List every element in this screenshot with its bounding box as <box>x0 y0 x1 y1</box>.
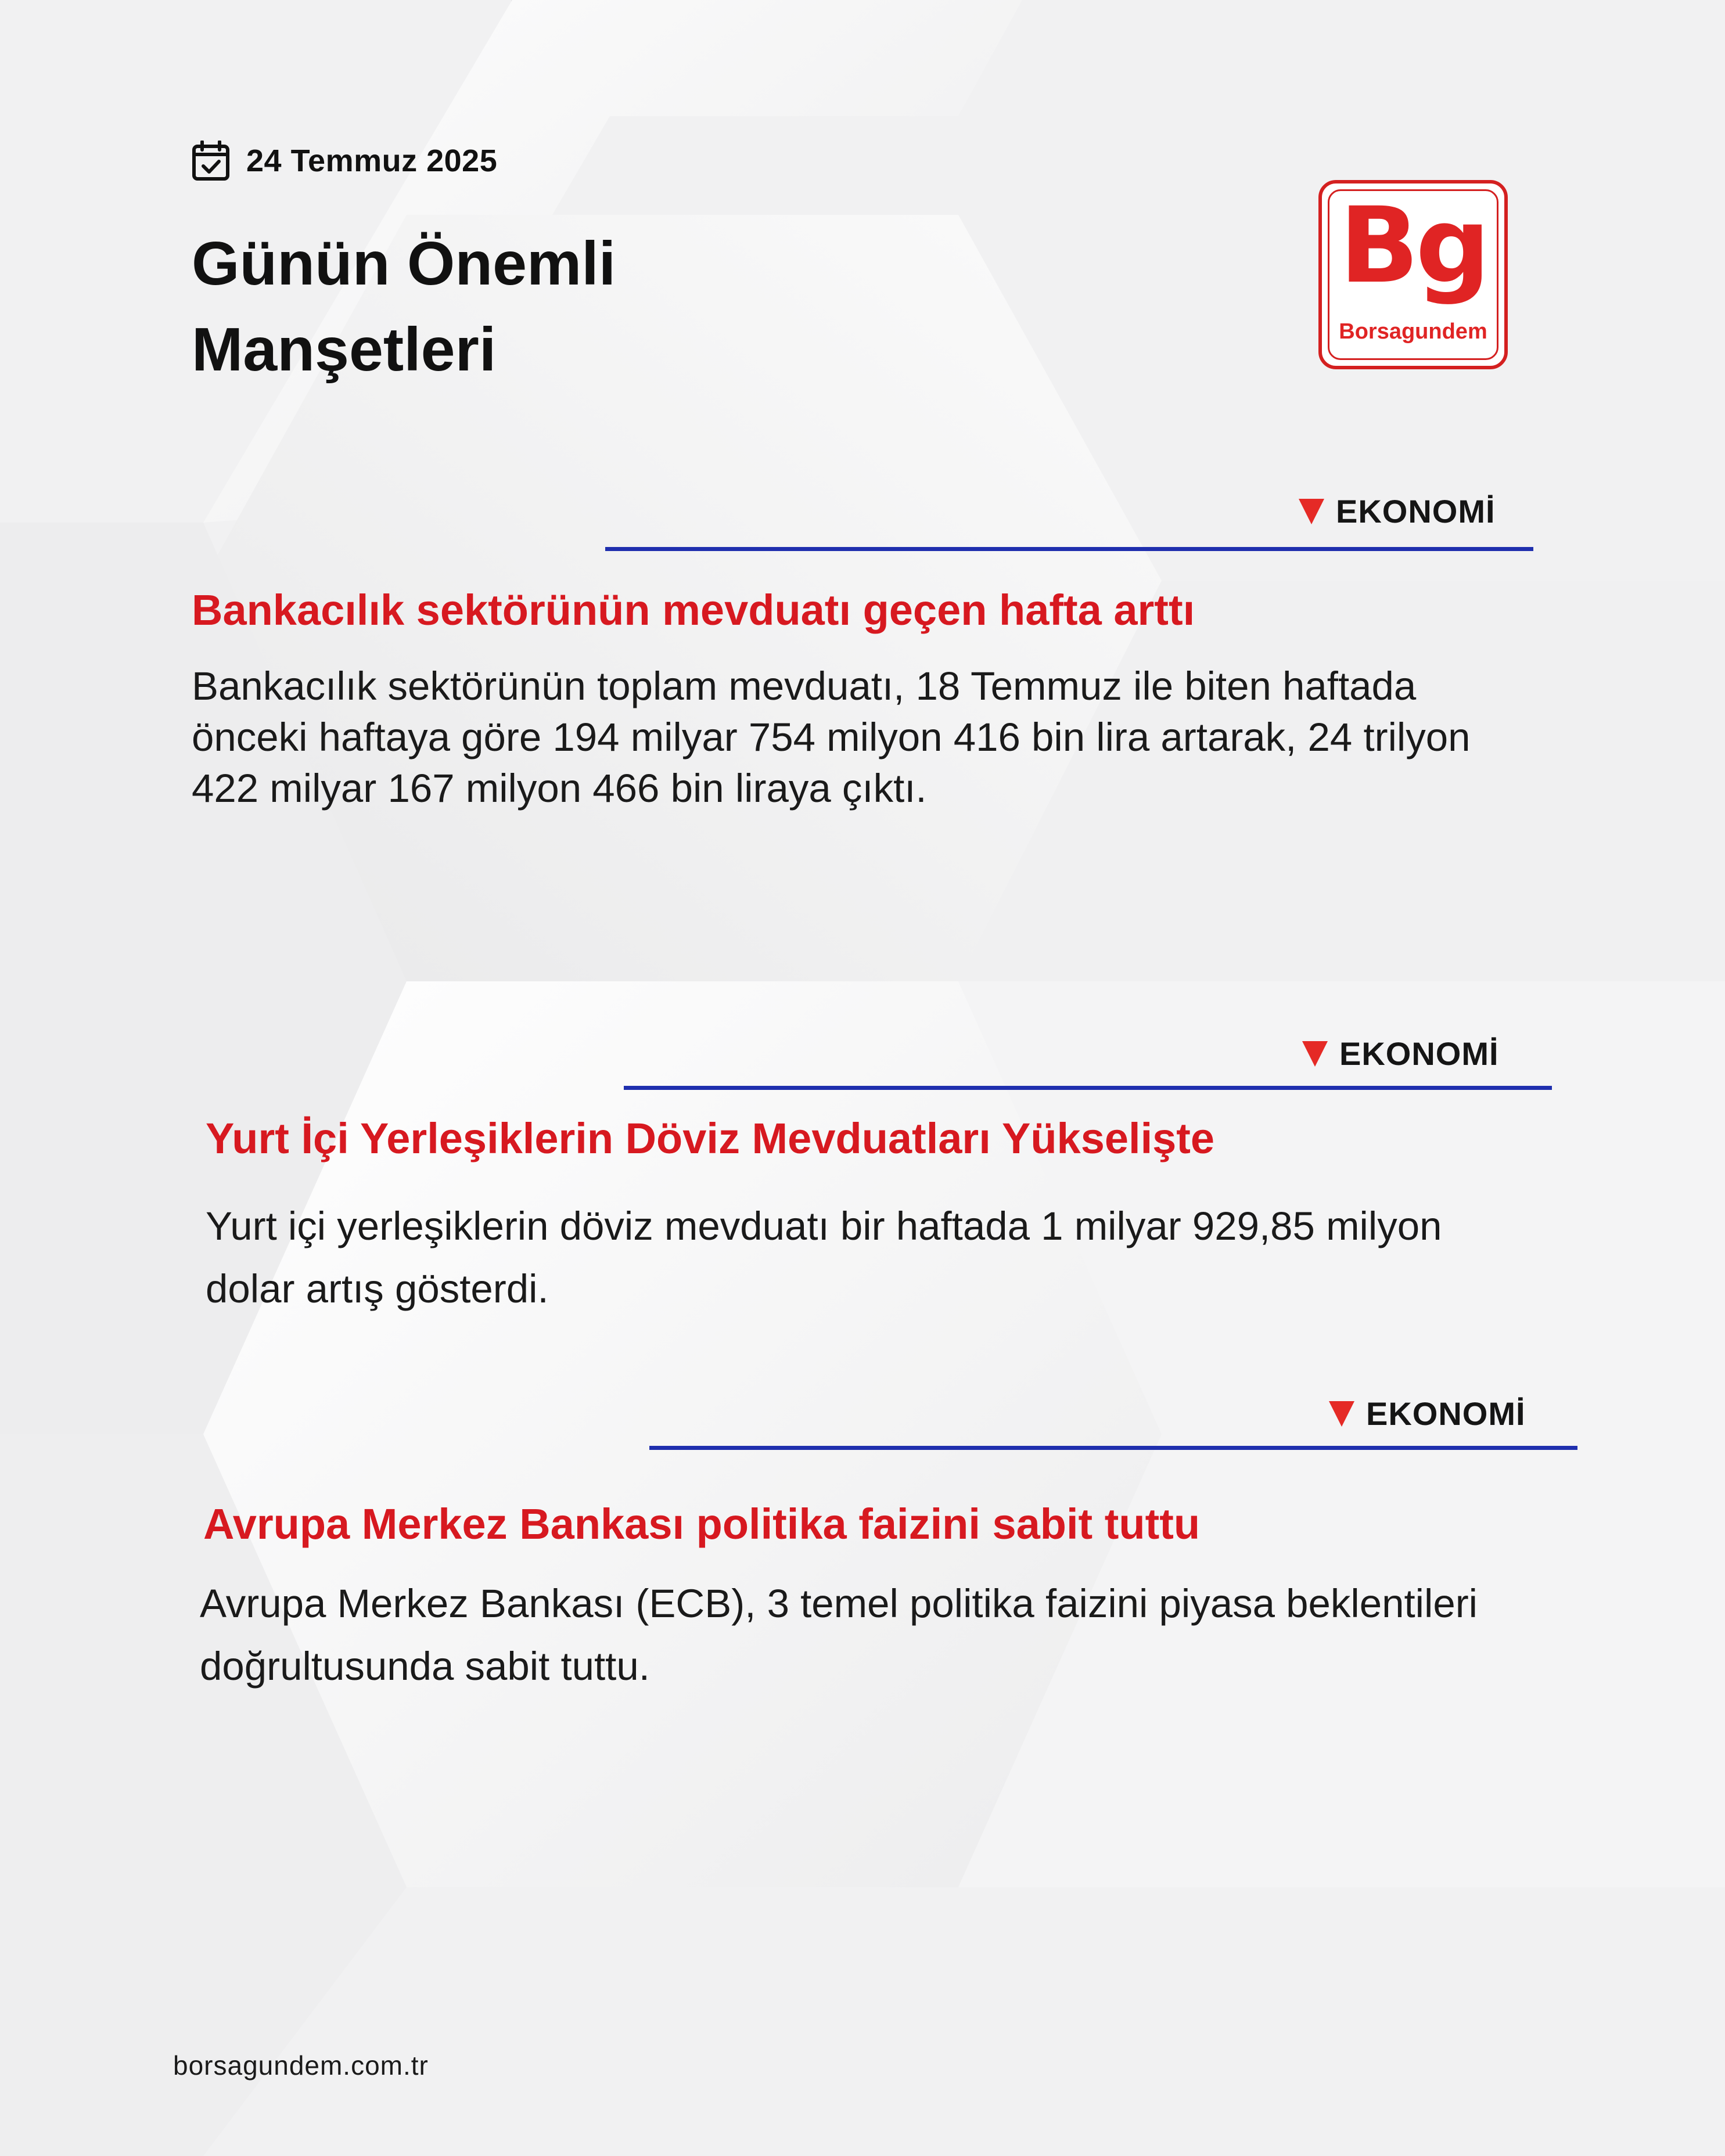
category-label: EKONOMİ <box>1339 1035 1499 1072</box>
news-body: Yurt içi yerleşiklerin döviz mevduatı bir haftada 1 milyar 929,85 milyon dolar artış gösterdi. <box>206 1204 1442 1311</box>
section-divider <box>649 1446 1577 1450</box>
date-row <box>192 141 497 181</box>
triangle-down-icon <box>1302 1041 1328 1067</box>
logo-mark: Bg <box>1339 185 1487 307</box>
section-divider <box>605 547 1533 551</box>
date-label: 24 Temmuz 2025 <box>246 143 498 178</box>
triangle-down-icon <box>1329 1401 1354 1427</box>
news-headline[interactable]: Avrupa Merkez Bankası politika faizini sabit tuttu <box>203 1500 1201 1548</box>
category-tag[interactable] <box>1329 1395 1526 1432</box>
page-title-line-1: Günün Önemli <box>192 229 616 298</box>
page-title <box>192 221 947 393</box>
triangle-down-icon <box>1299 499 1324 524</box>
borsagundem-logo[interactable] <box>1318 180 1508 369</box>
category-label: EKONOMİ <box>1366 1395 1526 1432</box>
news-body: Avrupa Merkez Bankası (ECB), 3 temel politika faizini piyasa beklentileri doğrultusunda sabit tuttu. <box>200 1581 1478 1689</box>
category-label: EKONOMİ <box>1336 493 1496 530</box>
category-tag[interactable] <box>1302 1035 1499 1072</box>
news-headline[interactable]: Bankacılık sektörünün mevduatı geçen hafta arttı <box>192 586 1195 634</box>
logo-wordmark: Borsagundem <box>1339 319 1487 344</box>
news-headline[interactable]: Yurt İçi Yerleşiklerin Döviz Mevduatları Yükselişte <box>206 1114 1215 1162</box>
category-tag[interactable] <box>1299 492 1496 530</box>
calendar-icon <box>192 141 230 181</box>
page-title-line-2: Manşetleri <box>192 315 497 384</box>
footer-website-link[interactable]: borsagundem.com.tr <box>173 2050 429 2081</box>
section-divider <box>624 1086 1552 1090</box>
news-body: Bankacılık sektörünün toplam mevduatı, 18 Temmuz ile biten haftada önceki haftaya göre 194 milyar 754 milyon 416 bin lira artarak, 24 trilyon 422 milyar 167 milyon 466 bin liraya çıktı. <box>192 664 1471 811</box>
